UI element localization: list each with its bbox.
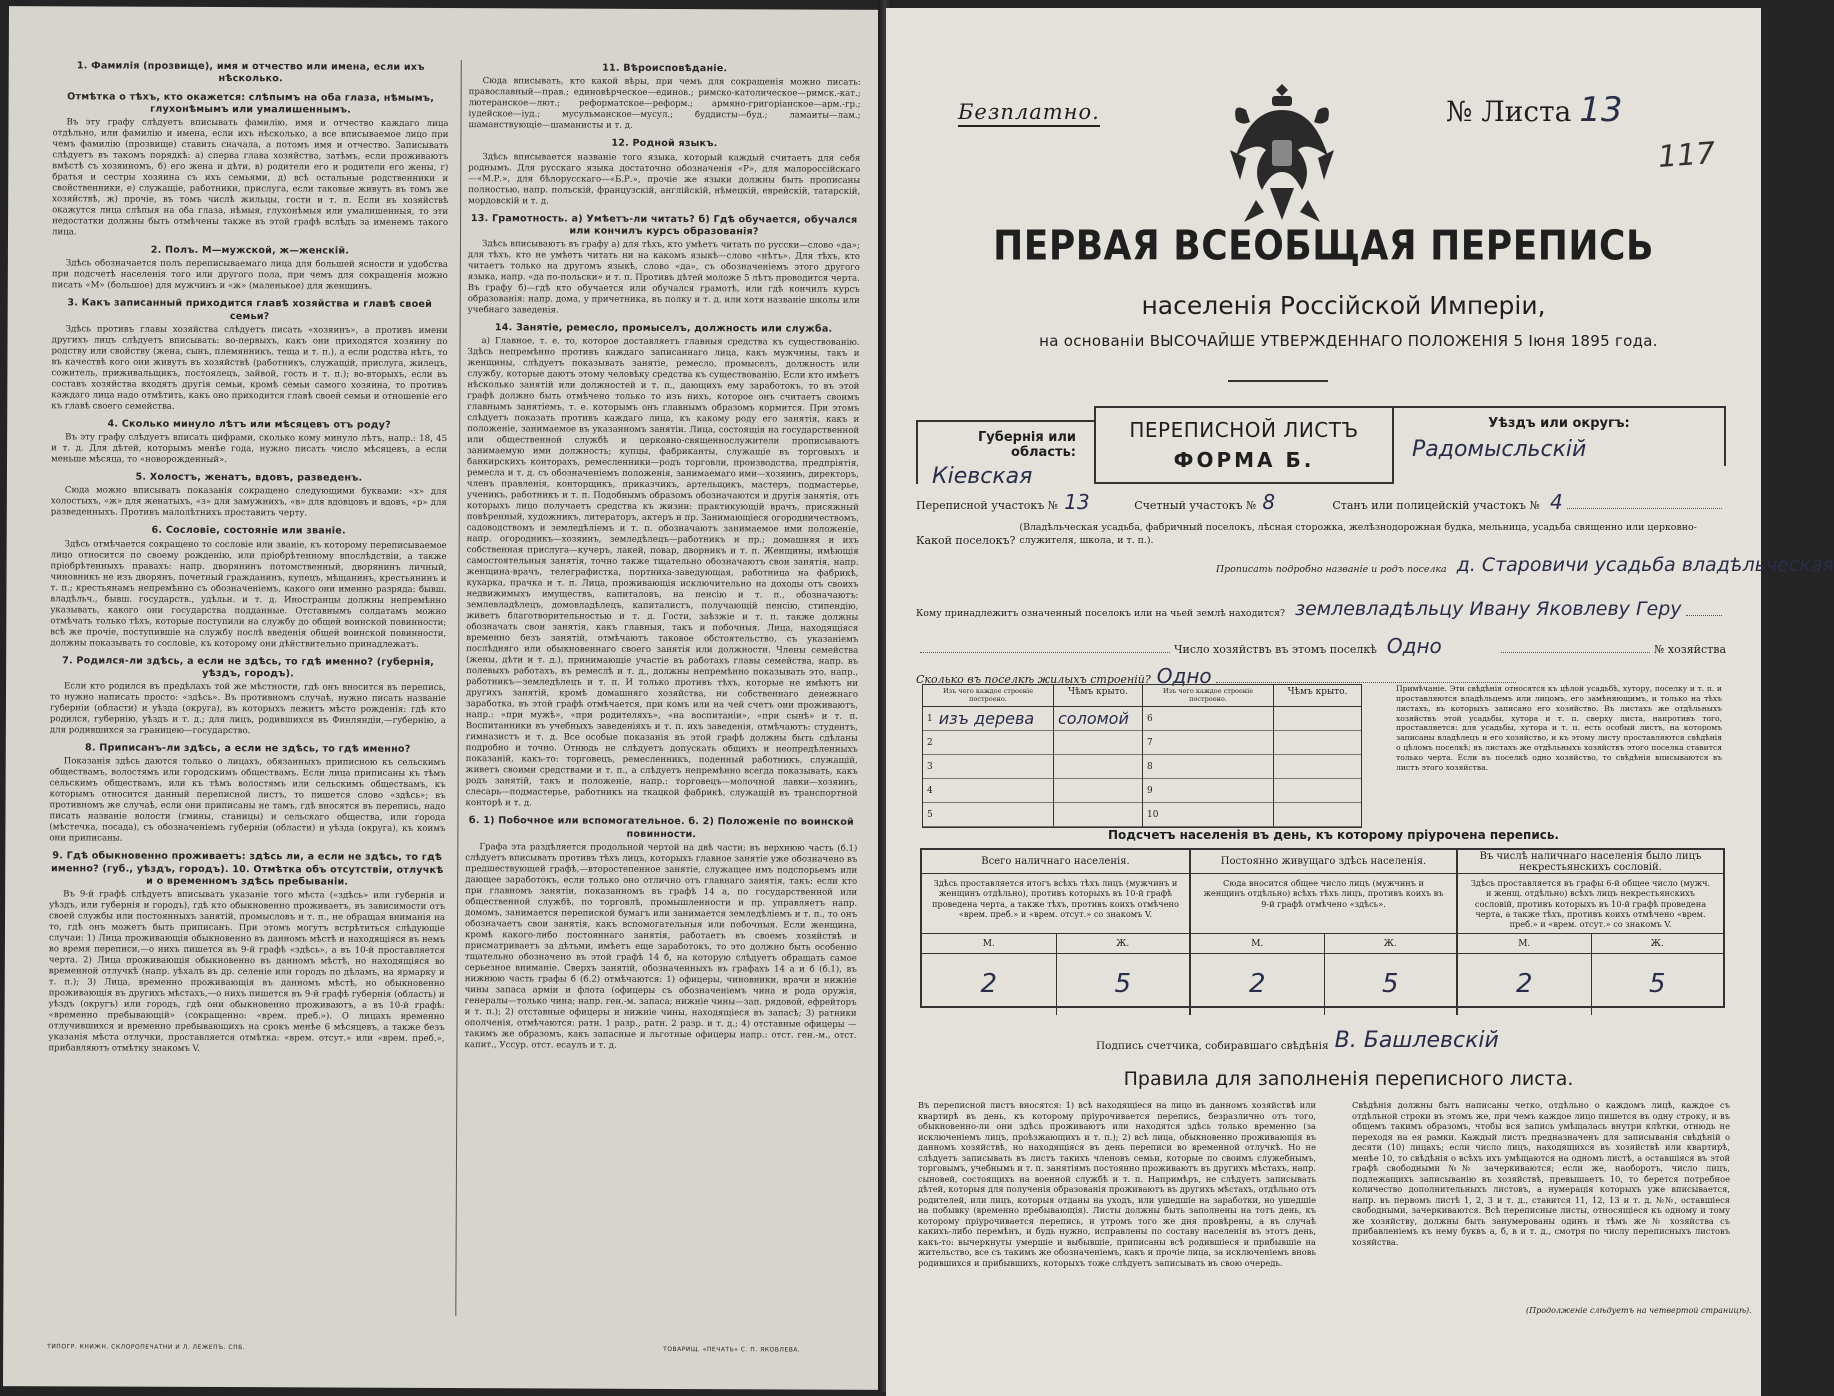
decree-line: на основаніи ВЫСОЧАЙШЕ УТВЕРЖДЕННАГО ПОЛОЖЕНІЯ 5 Іюня 1895 года.: [1039, 332, 1658, 350]
households-value: Одно: [1386, 634, 1442, 658]
form-title: ПЕРЕПИСНОЙ ЛИСТЪ: [1129, 418, 1359, 442]
population-count-table: [920, 848, 1725, 1008]
building-material-cell: [923, 803, 1053, 827]
building-roof-cell: [1273, 755, 1361, 779]
settlement-value: д. Стаpовичи усадьба владѣльческая: [1456, 554, 1834, 576]
count-group: [1456, 850, 1723, 1015]
section-heading: 12. Родной языкъ.: [611, 137, 718, 150]
instruction-section: [53, 60, 449, 86]
count-group: [1189, 850, 1456, 1015]
count-group-description: Сюда вносится общее число лицъ (мужчинъ и женщинъ отдѣльно) всѣхъ тѣхъ лицъ, противъ коихъ въ 9-й графѣ отмѣчено «здѣсь».: [1191, 874, 1456, 934]
row-number: 5: [927, 809, 933, 820]
household-number-label: № хозяйства: [1654, 643, 1726, 656]
census-district-label: Переписной участокъ №: [916, 499, 1059, 512]
male-count: 2: [1515, 969, 1533, 1000]
count-group: [922, 850, 1189, 1015]
count-group-header: Постоянно живущаго здѣсь населенія.: [1191, 850, 1456, 874]
section-heading: 11. Вѣроисповѣданіе.: [602, 62, 728, 75]
count-group-header: Всего наличнаго населенія.: [922, 850, 1189, 874]
section-heading: 4. Сколько минуло лѣтъ или мѣсяцевъ отъ роду?: [107, 418, 391, 431]
dotted-line: [1216, 682, 1516, 683]
female-count: 5: [1591, 954, 1724, 1014]
left-column-a: [47, 54, 448, 1296]
building-roof-cell: [1273, 731, 1361, 755]
left-column-b: [463, 56, 860, 1308]
sheet-number-label: № Листа: [1446, 95, 1572, 128]
building-roof-cell: [1053, 755, 1142, 779]
buildings-value: Одно: [1156, 664, 1212, 688]
dotted-line: [920, 652, 1170, 653]
female-count: 5: [1056, 954, 1190, 1014]
district-value: Радомысльскій: [1412, 437, 1587, 462]
row-number: 7: [1147, 737, 1153, 748]
instruction-section: [49, 742, 445, 846]
building-material-value: изъ деревa: [938, 709, 1035, 728]
form-header-box: [916, 406, 1726, 489]
instruction-section: [468, 213, 860, 318]
section-heading: 2. Полъ. М—мужской, ж—женскій.: [150, 244, 350, 257]
rules-column-b: Свѣдѣнія должны быть написаны четко, отдѣльно о каждомъ лицѣ, каждое съ отдѣльной строки въ этомъ же, при чемъ каждое лицо пишется въ одну строку, и въ общемъ такимъ образомъ, чтобы вся запись умѣщалась внутри клѣтки, отнюдь не переходя на ея рамки. Каждый листъ предназначенъ для записыванія свѣдѣній о десяти (10) лицахъ; если число лицъ, находящихся въ хозяйствѣ или квартирѣ, менѣе 10, то свѣдѣнія о всѣхъ ихъ умѣщаются на одномъ листѣ, а оставшіяся въ этой графѣ свободными №№ зачеркиваются; если же, наоборотъ, число лицъ, подлежащихъ записыванію въ хозяйствѣ, превышаетъ 10, то берется потребное количество дополнительныхъ листовъ, а нумерація которыхъ уже вписывается, напр. въ первомъ листѣ 1, 2, 3 и т. д., ставится 11, 12, 13 и т. д. №№, оставшіеся свободными, зачеркиваются. Всѣ переписные листы, относящіеся къ одному и тому же хозяйству, должны быть занумерованы одинъ и тѣмъ же № хозяйства съ прибавленіемъ къ нему буквъ а, б, в и т. д., смотря по числу переписныхъ листовъ хозяйства.: [1352, 1100, 1730, 1247]
row-number: 2: [927, 737, 933, 748]
instruction-section: [466, 322, 860, 811]
section-text: Здѣсь вписываютъ въ графу а) для тѣхъ, кто умѣетъ читать по русски—слово «да»; для тѣхъ, кто не умѣетъ читать ни на какомъ языкѣ—слово «нѣтъ». Для тѣхъ, кто читаетъ только на другомъ языкѣ, слово «да», съ обозначеніемъ этого другого языка, напр. «да по-польски» и т. п. Противъ дѣтей моложе 5 лѣтъ проводится черта. Въ графу б)—гдѣ кто обучается или обучался грамотѣ, или гдѣ кончилъ курсъ образованія: напр. дома, у причетника, въ полку и т. д. или хотя названіе школы или учебнаго заведенія.: [467, 239, 860, 316]
section-heading: 13. Грамотность. а) Умѣетъ-ли читать? б) Гдѣ обучается, обучался или кончилъ курсъ образованія?: [470, 212, 858, 238]
count-title: Подсчетъ населенія въ день, къ которому пріурочена перепись.: [1108, 828, 1559, 842]
settlement-instruction: Прописать подробно названіе и родъ поселка: [1216, 564, 1447, 575]
building-material-cell: [923, 707, 1053, 731]
instruction-section: [468, 137, 860, 208]
title-rule: [1228, 380, 1328, 382]
province-box: [916, 420, 1094, 489]
sex-labels: [1458, 934, 1723, 954]
buildings-note: Примѣчаніе. Эти свѣдѣнія относятся къ цѣлой усадьбѣ, хутору, поселку и т. п. и проставляются владѣльцемъ или лицомъ, его замѣняющимъ, и только на тѣхъ листахъ, въ которыхъ записано его хозяйство. Въ листахъ же отдѣльныхъ хозяйствъ этой усадьбы, хутора и т. п. сверху листа, напротивъ того, проставляется: для усадьбы, хутора и т. п. есть особый листъ, на которомъ записаны владѣлецъ и его хозяйство, и къ этому листу проставляются свѣдѣнія о цѣломъ поселкѣ; въ листахъ же отдѣльныхъ хозяйствъ этого поселка ставится только черта. Если въ поселкѣ одно хозяйство, то свѣдѣнія вписываются въ листъ этого хозяйства.: [1396, 684, 1722, 772]
page-title: ПЕРВАЯ ВСЕОБЩАЯ ПЕРЕПИСЬ: [993, 222, 1654, 271]
row-number: 8: [1147, 761, 1153, 772]
section-text: Сюда можно вписывать показанія сокращено следующими буквами: «х» для холостыхъ, «ж» для женатыхъ, «з» для замужнихъ, «в» для вдовцовъ и вдовъ, «р» для разведенныхъ. Противъ малолѣтнихъ проставить черту.: [50, 485, 447, 519]
double-headed-eagle-icon: [1226, 80, 1338, 230]
instruction-section: [51, 471, 447, 520]
buildings-table-left: [923, 685, 1142, 827]
count-group-description: Здѣсь проставляется въ графы 6-й общее число (мужч. и женщ. отдѣльно) всѣхъ лицъ некрестьянскихъ сословій, противъ которыхъ въ 10-й графѣ проведена черта, а также тѣхъ, противъ коихъ отмѣчено «врем. преб.» и «врем. отсут.» со знакомъ V.: [1458, 874, 1723, 934]
buildings-label: Сколько въ поселкѣ жилыхъ строеній?: [916, 673, 1151, 686]
building-material-cell: [1143, 779, 1273, 803]
male-label: М.: [1518, 938, 1531, 949]
signature-label: Подпись счетчика, собиравшаго свѣдѣнія: [1096, 1040, 1329, 1052]
male-count: 2: [1248, 969, 1266, 1000]
male-count: 2: [980, 969, 998, 1000]
section-text: Сюда вписывать, кто какой вѣры, при чемъ для сокращенія можно писать: православный—прав.; единовѣрческое—единов.; римско-католическое—римск.-кат.; лютеранское—лют.; реформатское—реформ.; армяно-григоріанское—арм.-гр.; іудейское—іуд.; мусульманское—мусул.; буддисты—буд.; ламаиты—лам.; шаманствующіе—шаманисты и т. д.: [468, 76, 861, 132]
building-roof-cell: [1053, 803, 1142, 827]
section-heading: 6. Сословіе, состояніе или званіе.: [151, 525, 346, 537]
row-number: 4: [927, 785, 933, 796]
census-district-value: 13: [1064, 490, 1090, 514]
section-heading: б. 1) Побочное или вспомогательное. б. 2) Положеніе по воинской повинности.: [468, 815, 854, 840]
count-values: [1191, 954, 1456, 1014]
column-divider: [455, 60, 461, 1316]
instruction-section: [468, 62, 860, 133]
households-label: Число хозяйствъ въ этомъ поселкѣ: [1174, 643, 1377, 656]
printer-imprint-left: ТИПОГР. КНИЖН. СКЛОРОПЕЧАТНИ И Л. ЛЕЖЕПЪ. СПБ.: [47, 1343, 246, 1352]
sheet-number: [1446, 90, 1623, 130]
district-box: [1394, 406, 1726, 466]
building-roof-cell: [1053, 707, 1142, 731]
rules-column-a: Въ переписной листъ вносятся: 1) всѣ находящіеся на лицо въ данномъ хозяйствѣ или квартирѣ въ день, къ которому пріурочивается перепись, безразлично отъ того, обыкновенно-ли они здѣсь проживаютъ или находятся здѣсь только временно (за исключеніемъ лицъ, проѣзжающихъ и т. п.); 2) всѣ лица, обыкновенно проживающія въ данномъ хозяйствѣ, но находящіяся въ день переписи во временной отлучкѣ. Но не слѣдуетъ записывать въ листъ такихъ членовъ семьи, которые по своимъ служебнымъ, торговымъ, учебнымъ и т. п. занятіямъ постоянно проживаютъ въ другихъ мѣстахъ, напр. сыновей, состоящихъ на военной службѣ и т. п. Напримѣръ, не слѣдуетъ записывать дѣтей, которыя для полученія образованія проживаютъ въ другихъ мѣстахъ, отдѣльно отъ родителей, или лицъ, которыя отданы на уходъ, или ушедшіе на заработки, но ушедшіе на побывку (временно пребывающія). Листы должны быть заполнены на тотъ день, къ которому пріурочивается перепись, и утромъ того же дня провѣрены, а въ случаѣ какихъ-либо перемѣнъ, и будь нужно, исправлены по составу населенія въ этотъ день, какъ-то: вычеркнуты умершіе и выбывшіе, приписаны всѣ родившіеся и прибывшіе на жительство, все съ такимъ же обозначеніемъ, какъ и прочіе лица, за исключеніемъ вновь родившихся и прибывшихъ, которыхъ тоже слѣдуетъ записывать въ свою очередь.: [918, 1100, 1316, 1268]
building-roof-cell: [1273, 803, 1361, 827]
material-header: Изъ чего каждое строеніе построено.: [923, 685, 1053, 707]
instruction-section: [50, 525, 447, 651]
section-heading: 5. Холостъ, женатъ, вдовъ, разведенъ.: [135, 471, 363, 484]
section-text: Въ эту графу слѣдуетъ вписать цифрами, сколько кому минуло лѣтъ, напр.: 18, 45 и т. д. Для дѣтей, которымъ менѣе года, нужно писать число мѣсяцевъ, а если меньше мѣсяца, то «новорожденный».: [51, 432, 448, 466]
settlement-value-line: [916, 554, 1834, 576]
sex-labels: [1191, 934, 1456, 954]
police-district-value: 4: [1549, 490, 1563, 514]
count-district-value: 8: [1262, 490, 1276, 514]
roof-header: Чѣмъ крыто.: [1273, 685, 1361, 707]
signature-value: В. Башлевскій: [1334, 1028, 1499, 1053]
count-district-label: Счетный участокъ №: [1134, 499, 1257, 512]
count-values: [922, 954, 1189, 1014]
province-label: Губернія или область:: [977, 430, 1076, 460]
archive-number: 117: [1656, 136, 1717, 175]
building-material-cell: [923, 731, 1053, 755]
female-label: Ж.: [1324, 934, 1457, 953]
building-roof-value: соломой: [1058, 709, 1129, 728]
count-group-header: Въ числѣ наличнаго населенія было лицъ некрестьянскихъ сословій.: [1458, 850, 1723, 874]
owner-label: Кому принадлежитъ означенный поселокъ или на чьей землѣ находится?: [916, 608, 1285, 619]
building-material-cell: [1143, 707, 1273, 731]
building-roof-cell: [1053, 731, 1142, 755]
signature-line: [1096, 1030, 1499, 1052]
section-heading: 7. Родился-ли здѣсь, а если не здѣсь, то гдѣ именно? (губернія, уѣздъ, городъ).: [62, 654, 435, 680]
row-number: 3: [927, 761, 933, 772]
settlement-label: Какой поселокъ?: [916, 534, 1016, 548]
building-roof-cell: [1273, 707, 1361, 731]
instruction-section: [51, 298, 447, 414]
section-text: Здѣсь противъ главы хозяйства слѣдуетъ писать «хозяинъ», а противъ имени другихъ лицъ слѣдуетъ вписывать: во-первыхъ, какъ они приходятся хозяину по родству или свойству (жена, сынъ, племянникъ, теща и т. п.), а если родства нѣтъ, то въ качествѣ кого они живутъ въ хозяйствѣ (работникъ, служащій, прислуга, жилецъ, сожитель, приживальщикъ, постоялецъ, зайвой, гость и т. п.); во-вторыхъ, если въ составъ хозяйства входятъ другія семьи, кромѣ семьи самого хозяина, то противъ каждаго лица надо отмѣтить, какъ оно приходится главѣ своей семьи и отношеніе его къ главѣ своего семейства.: [51, 324, 448, 412]
female-label: Ж.: [1056, 934, 1190, 953]
row-number: 10: [1147, 809, 1159, 820]
dotted-line: [1686, 615, 1722, 616]
roof-header: Чѣмъ крыто.: [1053, 685, 1142, 707]
form-name: ФОРМА Б.: [1173, 448, 1315, 472]
owner-value: землевладѣльцу Ивану Яковлеву Геру: [1294, 598, 1682, 620]
police-district-label: Станъ или полицейскій участокъ №: [1332, 499, 1540, 512]
rules-continued: (Продолженіе слѣдуетъ на четвертой страницѣ).: [1526, 1306, 1752, 1315]
buildings-table: [922, 684, 1362, 828]
female-count: 5: [1324, 954, 1457, 1014]
section-heading: 1. Фамилія (прозвище), имя и отчество или имена, если ихъ нѣсколько.: [76, 60, 425, 85]
material-header: Изъ чего каждое строеніе построено.: [1143, 685, 1273, 707]
section-text: Графа эта раздѣляется продольной чертой на двѣ части; въ верхнюю часть (б.1) слѣдуетъ вписывать противъ тѣхъ лицъ, которыхъ главное занятіе уже обозначено въ предшествующей графѣ,—второстепенное занятіе, служащее имъ подспорьемъ или дающее заработокъ, если только оно отлично отъ главнаго занятія, такъ: если кто при главномъ занятіи, показанномъ въ графѣ 14 а, по государственной или общественной службѣ, по торговлѣ, промышленности и пр. управляетъ напр. домомъ, занимается перепиской бумагъ или занимается земледѣліемъ и т. п., то онъ обозначаетъ свои занятія, какъ вспомогательныя или побочныя. Если женщина, кромѣ какого-либо постояннаго занятія, работаетъ въ своемъ хозяйствѣ и присматриваетъ за дѣтьми, имѣетъ еще заработокъ, то это должно быть особенно тщательно обозначено въ этой графѣ 14 б, на которую слѣдуетъ обращать самое серьезное вниманіе. Сверхъ занятій, обозначенныхъ въ графахъ 14 а и б (б.1), въ нижнюю часть графы б (б.2) отмѣчаются: 1) офицеры, чиновники, врачи и нижніе чины запаса арміи и флота (офицеры съ обозначеніемъ чина и рода оружія, генералы—только чина; напр. ген.-м. запаса; нижніе чины—зап. рядовой, ефрейторъ и т. п.); 2) отставные офицеры и нижніе чины, находящіеся въ запасѣ; 3) ратники ополченія, отмѣчаются: ратн. 1 разр., ратн. 2 разр. и т. д.; 4) отставные офицеры — такимъ же образомъ, какъ запасные и льготные офицеры напр.: отст. ген.-м., отст. капит., Уссур. отст. есаулъ и т. д.: [464, 842, 858, 1051]
row-number: 1: [927, 713, 933, 724]
instruction-section: [48, 851, 445, 1057]
section-text: Въ эту графу слѣдуетъ вписывать фамилію, имя и отчество каждаго лица отдѣльно, или фамилію и имена, если ихъ нѣсколько, а все вписываемое лицо при чемъ фамилію (прозвище) ставить сначала, а потомъ имя и отчество. Записывать слѣдуетъ въ такомъ порядкѣ: а) сперва глава хозяйства, затѣмъ, если проживаютъ вмѣстѣ съ хозяиномъ, б) его жена и дѣти, в) родители его и родители его жены, г) братья и сестры хозяина съ ихъ семьями, д) всѣ остальные родственники и свойственники, е) служащіе, работники, прислуга, если таковые живутъ въ томъ же хозяйствѣ, ж) прочіе, въ томъ числѣ жильцы, гости и т. п. Если въ хозяйствѣ окажутся лица слѣпыя на оба глаза, нѣмыя, глухонѣмыя или умалишенныя, то эти недостатки должны быть отмѣчены также въ этой графѣ вслѣдъ за именемъ такого лица.: [52, 117, 449, 238]
dotted-line: [1501, 652, 1650, 653]
building-material-cell: [1143, 755, 1273, 779]
form-title-box: [1094, 406, 1394, 484]
district-label: Уѣздъ или округъ:: [1488, 416, 1630, 431]
section-heading: Отмѣтка о тѣхъ, кто окажется: слѣпымъ на оба глаза, нѣмымъ, глухонѣмымъ или умалишеннымъ.: [67, 90, 435, 116]
section-heading: 14. Занятіе, ремесло, промыселъ, должность или служба.: [494, 322, 833, 335]
building-material-cell: [923, 755, 1053, 779]
province-value: Кіевская: [932, 464, 1033, 489]
rules-title: Правила для заполненія переписного листа.: [1123, 1068, 1574, 1090]
section-text: а) Главное, т. е. то, которое доставляетъ главныя средства къ существованію. Здѣсь непремѣнно противъ каждаго записаннаго лица, какъ мужчины, такъ и женщины, слѣдуетъ показывать занятіе, ремесло, промыселъ, должность или службу, которые даютъ этому человѣку средства къ существованію. Если кто имѣетъ нѣсколько занятій или должностей и т. п., дающихъ ему заработокъ, то въ этой графѣ должно быть отмѣчено только то изъ нихъ, которое онъ считаетъ своимъ главнымъ занятіемъ, т. е. которымъ онъ главнымъ образомъ кормится. При этомъ слѣдуетъ показать противъ каждаго лица, къ какому роду его занятія, какъ и положеніе, занимаемое въ указанномъ занятіи. Лица, состоящія на государственной или общественной службѣ и церковно-священнослужители прописываютъ занимаемую ими должность; купцы, фабриканты, служащіе въ торговыхъ и банкирскихъ конторахъ, ремесленники—родъ торговли, производства, предпріятія, ремесла и т. д. съ обозначеніемъ положенія, занимаемаго ими—хозяинъ, директоръ, членъ правленія, конторщикъ, приказчикъ, артельщикъ, мастеръ, подмастерье, ученикъ, работникъ и т. п. Подобнымъ образомъ обозначаются и другія занятія, отъ которыхъ лицо получаетъ средства къ жизни: практикующій врачъ, присяжный повѣренный, художникъ, литераторъ, актеръ и пр. Занимающіеся огородничествомъ, садоводствомъ и земледѣліемъ и т. п. обозначаютъ занимаемое ими положеніе, напр. огородникъ—хозяинъ, земледѣлецъ—работникъ и пр.; домашняя и ихъ собственная прислуга—кучеръ, лакей, повар, дворникъ и т. п. Женщины, имѣющія самостоятельныя занятія, точно также тщательно обозначаютъ свои занятія, напр. женщина-врачъ, телеграфистка, портниха-заведующая, работница на фабрикѣ, кухарка, прачка и т. п. Лица, проживающія исключительно на доходы отъ своихъ недвижимыхъ имуществъ, капиталовъ, на пенсію и т. п., обозначаютъ: землевладѣлецъ, домовладѣлецъ, капиталистъ, получающій пенсію, стипендію, живетъ благотворительностью и т. д. Гости, заѣзжіе и т. п. также должны обозначать свои занятія, какъ главныя, такъ и побочныя. Лица, находящіяся временно безъ занятій, отмѣчаютъ таковое обстоятельство, съ указаніемъ послѣдняго или обыкновеннаго своего занятія или должности. Члены семейства (жены, дѣти и т. д.), принимающіе участіе въ работахъ главы семейства, напр. въ полевыхъ работахъ, въ ремеслѣ и т. д., должны непремѣнно показывать это, напр., работникъ—земледѣлецъ и т. п. И только противъ тѣхъ, которые не имѣютъ ни другихъ занятій, кромѣ домашняго хозяйства, ни собственнаго денежнаго заработка, въ этой графѣ отмѣчается, при комъ или на чей счетъ они проживаютъ, напр.: «при мужѣ», «при родителяхъ», «на воспитаніи», «при сынѣ» и т. п. Воспитанники въ учебныхъ заведеніяхъ и т. п. ихъ заведенія, отмѣчаютъ: студентъ, гимназистъ и т. д. Все особые показанія въ этой графѣ должны быть сдѣланы подробно и точно. Отнюдь не слѣдуетъ допускать общихъ и неопредѣленныхъ показаній, какъ-то: торговецъ, ремесленникъ, поденный работникъ, служащій, живетъ своими средствами и т. п., а слѣдуетъ непремѣнно всегда показывать, какъ родъ занятій, такъ и положеніе, напр.: торговецъ—молочной лавки—хозяинъ, слесарь—подмастерье, работникъ на ткацкой фабрикѣ, служащій въ транспортной конторѣ и т. д.: [465, 336, 860, 809]
female-label: Ж.: [1591, 934, 1724, 953]
male-label: М.: [982, 938, 995, 949]
section-text: Показанія здѣсь даются только о лицахъ, обязанныхъ приписною къ сельскимъ обществамъ, волостямъ или городскимъ обществамъ. Если лица приписаны къ тѣмъ сельскимъ обществамъ, или къ тѣмъ волостямъ или сельскимъ обществамъ, къ которымъ относится данный переписной листъ, то пишется слово «здѣсь»; въ противномъ же случаѣ, если они приписаны не тамъ, гдѣ вносятся въ перепись, надо писать названіе волости (гмины, станицы) и сельскаго общества, или города (мѣстечка, посада), съ обозначеніемъ губерніи (области) и уѣзда (округа), къ коимъ они приписаны.: [49, 756, 446, 845]
building-material-cell: [923, 779, 1053, 803]
right-page: [886, 8, 1834, 1396]
sex-labels: [922, 934, 1189, 954]
settlement-hint: (Владѣльческая усадьба, фабричный поселокъ, лѣсная сторожка, желѣзнодорожная будка, мельница, усадьба священно или церковно-служителя, школа, и т. п.).: [1019, 522, 1697, 546]
section-text: Здѣсь вписывается названіе того языка, который каждый считаетъ для себя роднымъ. Для русскаго языка достаточно обозначенія «Р», для малороссійскаго—«М.Р.», для бѣлорусскаго—«Б.Р.», прочіе же языки должны быть прописаны полностью, напр. польскій, французскій, англійскій, нѣмецкій, еврейскій, татарскій, мордовскій и т. д.: [468, 151, 861, 206]
dotted-line: [1567, 508, 1722, 509]
section-text: Здѣсь отмѣчается сокращено то сословіе или званіе, къ которому переписываемое лицо относится по своему рожденію, или пріобрѣтенному впослѣдствіи, а также пріобрѣтенныхъ правахъ: напр. дворянинъ потомственный, дворянинъ личный, чиновникъ не изъ дворянъ, почетный гражданинъ, купецъ, мѣщанинъ, крестьянинъ и т. п.; крестьянамъ непремѣнно съ обозначеніемъ, какого они именно разряда: бывш. владѣльч., бывш. государств., удѣльн. и т. д. Иностранцы должны непремѣнно указывать, какого они государства подданные. Отставнымъ солдатамъ можно отмѣчать только тѣхъ, которые поступили на службу до общей воинской повинности; всѣ же прочіе, поступившіе на службу послѣ введенія общей воинской повинности, должны показывать то сословіе, къ которому они дѣйствительно принадлежатъ.: [50, 538, 447, 650]
section-heading: 9. Гдѣ обыкновенно проживаетъ: здѣсь ли, а если не здѣсь, то гдѣ именно? (губ., уѣздъ, городъ). 10. Отмѣтка объ отсутствіи, отлучкѣ и о временномъ здѣсь пребываніи.: [50, 850, 444, 888]
instruction-section: [50, 655, 446, 738]
row-number: 6: [1147, 713, 1153, 724]
male-label: М.: [1251, 938, 1264, 949]
settlement-line: [916, 522, 1726, 547]
instruction-section: [51, 418, 447, 467]
left-page: [3, 6, 887, 1390]
households-line: [916, 636, 1726, 656]
count-group-description: Здѣсь проставляется итогъ всѣхъ тѣхъ лицъ (мужчинъ и женщинъ отдѣльно), противъ которыхъ въ 10-й графѣ проведена черта, а также тѣхъ, противъ коихъ отмѣчено «врем. преб.» и «врем. отсут.» со знакомъ V.: [922, 874, 1189, 934]
districts-line: [916, 492, 1726, 512]
building-material-cell: [1143, 803, 1273, 827]
printer-imprint-right: ТОВАРИЩ. «ПЕЧАТЬ» С. П. ЯКОВЛЕВА.: [663, 1345, 801, 1354]
section-text: Въ 9-й графѣ слѣдуетъ вписывать указаніе того мѣста («здѣсь» или губернія и уѣздъ, или губернія и городъ), гдѣ кто обыкновенно проживаетъ, въ зависимости отъ своей службы или постоянныхъ занятій, промысловъ и т. п., не обращая вниманія на то, гдѣ онъ можетъ быть приписанъ. При этомъ могутъ встрѣтиться слѣдующіе случаи: 1) Лица проживающія обыкновенно въ данномъ мѣстѣ и находящіяся въ немъ во время переписи,—о нихъ пишется въ 9-й графѣ «здѣсь», а въ 10-й проставляется черта. 2) Лица проживающія обыкновенно въ данномъ мѣстѣ, но находящіяся во временной отлучкѣ (напр. уѣхалъ въ др. селеніе или городъ по дѣламъ, на ярмарку и т. п.); 3) Лица, временно проживающія въ данномъ мѣстѣ, но обыкновенно проживающія въ другихъ мѣстахъ,—о нихъ пишется въ 9-й графѣ губернія (область) и уѣздъ (округъ) или городъ, гдѣ они обыкновенно проживаютъ, а въ 10-й графѣ: «временно пребывающій» (сокращенно: «врем. преб.»). О лицахъ временно отлучившихся и временно пребывающихъ на срокъ менѣе 6 мѣсяцевъ, а также безъ указанія мѣста отлучки, проставляется отмѣтка: «врем. отсут.» или «врем. преб.», прибавляютъ отмѣтку знакомъ V.: [48, 889, 446, 1055]
instruction-section: [52, 91, 449, 240]
section-text: Здѣсь обозначается полъ переписываемаго лица для большей ясности и удобства при подсчетѣ населенія того или другого пола, при чемъ для сокращенія можно писать «М» (большое) для мужчинъ и «ж» (маленькое) для женщинъ.: [51, 258, 448, 293]
section-text: Если кто родился въ предѣлахъ той же мѣстности, гдѣ онъ вносится въ перепись, то нужно написать просто: «здѣсь». Въ противномъ случаѣ, нужно писать названіе губерніи (области) и уѣзда (округа), въ которыхъ лежитъ мѣсто рожденія: гдѣ кто родился, губернію, уѣздъ и т. д.; для лицъ, родившихся въ Финляндіи,—губернію, а для родившихся за границею—государство.: [49, 681, 447, 737]
building-material-cell: [1143, 731, 1273, 755]
section-heading: 3. Какъ записанный приходится главѣ хозяйства и главѣ своей семьи?: [67, 297, 433, 322]
instruction-section: [52, 244, 448, 293]
instruction-section: [464, 815, 857, 1052]
free-label: Безплатно.: [958, 100, 1100, 127]
owner-line: [916, 600, 1726, 619]
subtitle: населенія Россійской Имперіи,: [1141, 291, 1546, 320]
row-number: 9: [1147, 785, 1153, 796]
building-roof-cell: [1273, 779, 1361, 803]
sheet-number-value: 13: [1579, 90, 1623, 130]
count-values: [1458, 954, 1723, 1014]
building-roof-cell: [1053, 779, 1142, 803]
buildings-line: [916, 666, 1726, 686]
section-heading: 8. Приписанъ-ли здѣсь, а если не здѣсь, то гдѣ именно?: [85, 742, 411, 756]
buildings-table-right: [1142, 685, 1361, 827]
